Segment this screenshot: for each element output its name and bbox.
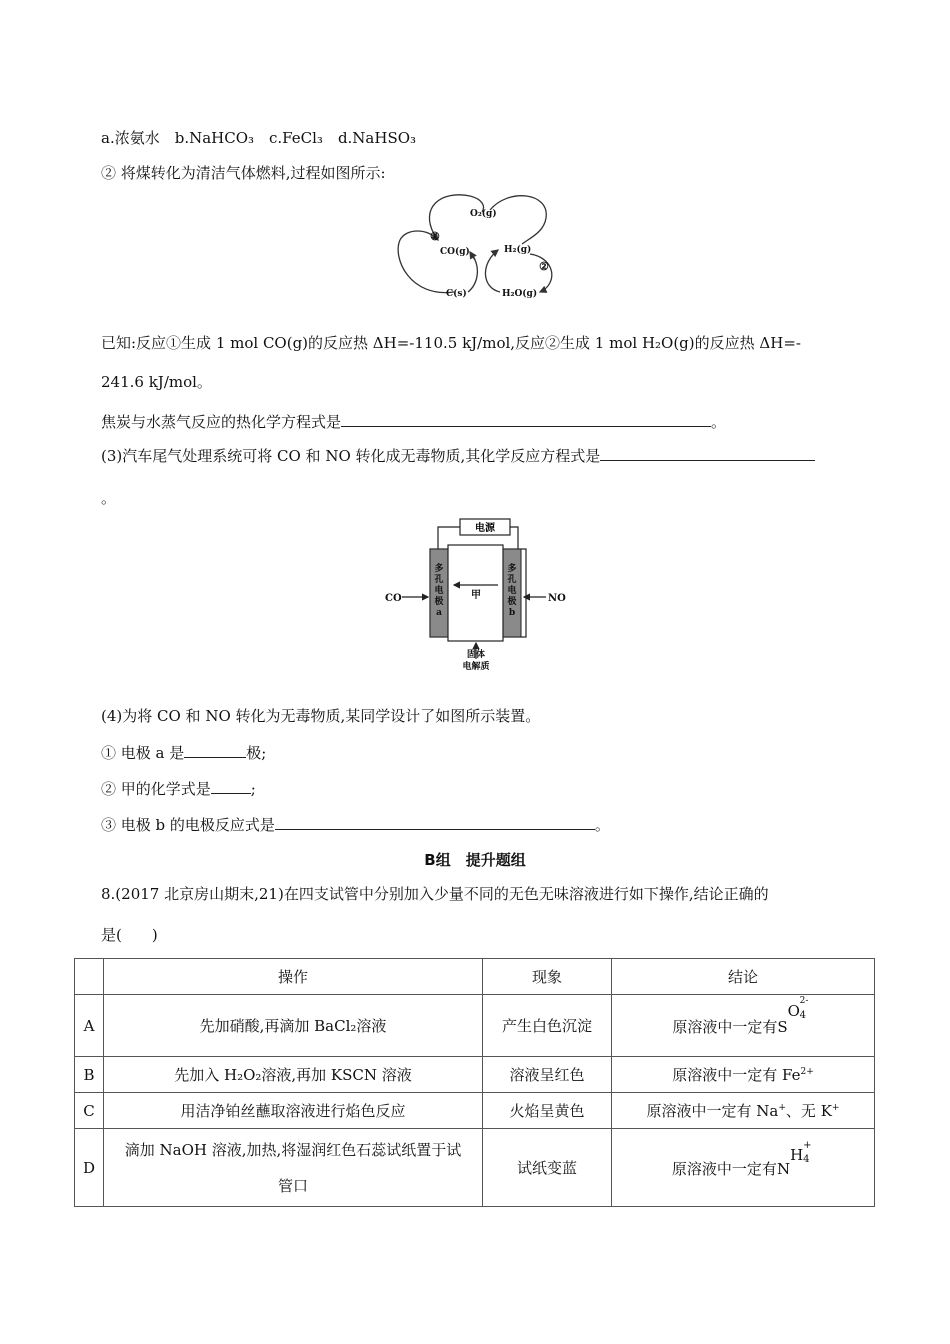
coal-conversion-diagram	[390, 188, 570, 313]
electrode-a-char: 孔	[434, 575, 444, 585]
h2-label: H₂(g)	[504, 245, 532, 255]
operation-cell: 先加入 H₂O₂溶液,再加 KSCN 溶液	[104, 1057, 483, 1093]
step1-label: ①	[430, 230, 440, 243]
q3-answer-blank[interactable]	[600, 445, 815, 461]
question-8-line-2: 是( )	[101, 926, 158, 944]
phenomenon-cell: 火焰呈黄色	[483, 1093, 612, 1129]
co-input-label: CO	[385, 593, 402, 604]
electrode-a-char: 电	[434, 586, 444, 596]
table-row	[75, 1129, 875, 1207]
operation-cell: 用洁净铂丝蘸取溶液进行焰色反应	[104, 1093, 483, 1129]
cell-diagram	[380, 515, 570, 675]
table-header-row	[75, 959, 875, 995]
electrode-b-char: 多	[507, 564, 517, 574]
known-line-2: 241.6 kJ/mol。	[101, 373, 212, 391]
question-3-line: (3)汽车尾气处理系统可将 CO 和 NO 转化成无毒物质,其化学反应方程式是	[101, 445, 815, 466]
row-label: A	[75, 995, 104, 1057]
electrode-a-blank[interactable]	[184, 742, 246, 758]
phenomenon-cell: 试纸变蓝	[483, 1129, 612, 1207]
phenomenon-cell: 溶液呈红色	[483, 1057, 612, 1093]
electrode-a-char: a	[436, 608, 442, 618]
header-cell: 结论	[612, 959, 875, 995]
q4-part2: ② 甲的化学式是 ;	[101, 780, 256, 798]
electrolyte-label-2: 电解质	[462, 662, 490, 672]
co-label: CO(g)	[440, 247, 470, 257]
no-input-label: NO	[548, 593, 566, 604]
q4-part1: ① 电极 a 是 极;	[101, 744, 267, 762]
subquestion-2-intro: ② 将煤转化为清洁气体燃料,过程如图所示:	[101, 164, 386, 182]
coke-equation-line: 焦炭与水蒸气反应的热化学方程式是 。	[101, 413, 727, 431]
q4-part3: ③ 电极 b 的电极反应式是 。	[101, 816, 610, 834]
electrode-a-char: 多	[434, 564, 444, 574]
operation-cell: 滴加 NaOH 溶液,加热,将湿润红色石蕊试纸置于试 管口	[104, 1129, 483, 1207]
operation-cell: 先加硝酸,再滴加 BaCl₂溶液	[104, 995, 483, 1057]
options-table	[74, 958, 875, 1207]
table-row	[75, 1093, 875, 1129]
loop-o2-h2	[490, 196, 546, 244]
electrode-b-char: 电	[507, 586, 517, 596]
row-label: D	[75, 1129, 104, 1207]
electrode-b-blank[interactable]	[275, 814, 595, 830]
electrode-b-char: 极	[507, 597, 517, 607]
question-4-line: (4)为将 CO 和 NO 转化为无毒物质,某同学设计了如图所示装置。	[101, 707, 541, 725]
options-line: a.浓氨水 b.NaHCO₃ c.FeCl₃ d.NaHSO₃	[101, 129, 417, 147]
header-cell: 现象	[483, 959, 612, 995]
known-line-1: 已知:反应①生成 1 mol CO(g)的反应热 ΔH=-110.5 kJ/mol,反应②生成 1 mol H₂O(g)的反应热 ΔH=-	[101, 334, 801, 352]
conclusion-cell: 原溶液中一定有 $Fe^{2+}$	[612, 1057, 875, 1093]
formula-blank[interactable]	[211, 778, 251, 794]
electrolyte-label-1: 固体	[466, 650, 486, 660]
coke-equation-blank[interactable]	[341, 411, 711, 427]
wire-right	[510, 527, 518, 549]
h2o-label: H₂O(g)	[502, 289, 538, 299]
question-8-line-1: 8.(2017 北京房山期末,21)在四支试管中分别加入少量不同的无色无味溶液进行如下操作,结论正确的	[101, 885, 769, 903]
o2-label: O₂(g)	[470, 209, 497, 219]
power-label: 电源	[475, 523, 495, 534]
loop-h2o-co	[485, 250, 500, 292]
conclusion-cell: 原溶液中一定有N H + 4	[612, 1129, 875, 1207]
row-label: C	[75, 1093, 104, 1129]
table-row	[75, 1057, 875, 1093]
electrode-a-char: 极	[434, 597, 444, 607]
question-3-end: 。	[101, 489, 117, 507]
arrow-co-up	[470, 252, 475, 260]
header-cell: 操作	[104, 959, 483, 995]
middle-label: 甲	[471, 590, 481, 601]
table-row	[75, 995, 875, 1057]
header-cell	[75, 959, 104, 995]
section-title: B组 提升题组	[424, 851, 526, 869]
row-label: B	[75, 1057, 104, 1093]
c-label: C(s)	[446, 289, 467, 299]
loop-c-to-co	[398, 231, 454, 293]
electrode-b-char: 孔	[507, 575, 517, 585]
phenomenon-cell: 产生白色沉淀	[483, 995, 612, 1057]
conclusion-cell: 原溶液中一定有 Na+、无 K+	[612, 1093, 875, 1129]
loop-co-c	[468, 252, 477, 292]
conclusion-cell: 原溶液中一定有S O 2- 4	[612, 995, 875, 1057]
step2-label: ②	[539, 260, 549, 273]
electrode-b-char: b	[508, 608, 516, 618]
